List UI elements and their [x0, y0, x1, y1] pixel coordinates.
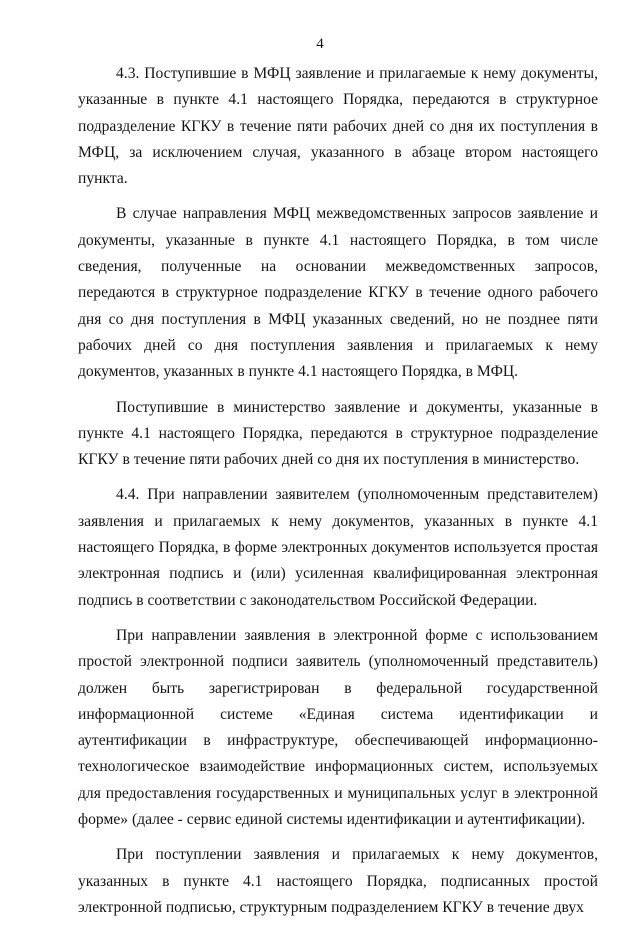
page-number: 4	[316, 36, 324, 52]
paragraph-simple-electronic-signature: При направлении заявления в электронной форме с использованием простой электронной подписи заявитель (уполномоченный представитель) должен быть зарегистрирован в федеральной государственной информационной системе «Единая система идентификации и аутентификации в инфраструктуре, обеспечивающей информационно-технологическое взаимодействие информационных систем, используемых для предоставления государственных и муниципальных услуг в электронной форме» (далее - сервис единой системы идентификации и аутентификации).	[78, 626, 598, 829]
paragraph-mfc-interagency-requests: В случае направления МФЦ межведомственных запросов заявление и документы, указанные в пункте 4.1 настоящего Порядка, в том числе сведения, полученные на основании межведомственных запросов, передаются в структурное подразделение КГКУ в течение одного рабочего дня со дня поступления в МФЦ указанных сведений, но не позднее пяти рабочих дней со дня поступления заявления и прилагаемых к нему документов, указанных в пункте 4.1 настоящего Порядка, в МФЦ.	[78, 205, 598, 381]
paragraph-4-3: 4.3. Поступившие в МФЦ заявление и прилагаемые к нему документы, указанные в пункте 4.1 настоящего Порядка, передаются в структурное подразделение КГКУ в течение пяти рабочих дней со дня их поступления в МФЦ, за исключением случая, указанного в абзаце втором настоящего пункта.	[78, 65, 598, 188]
paragraph-signed-documents-receipt: При поступлении заявления и прилагаемых к нему документов, указанных в пункте 4.1 настоящего Порядка, подписанных простой электронной подписью, структурным подразделением КГКУ в течение двух	[78, 846, 598, 916]
paragraph-4-4: 4.4. При направлении заявителем (уполномоченным представителем) заявления и прилагаемых к нему документов, указанных в пункте 4.1 настоящего Порядка, в форме электронных документов используется простая электронная подпись и (или) усиленная квалифицированная электронная подпись в соответствии с законодательством Российской Федерации.	[78, 486, 598, 609]
document-body	[78, 61, 598, 930]
paragraph-ministry-documents: Поступившие в министерство заявление и документы, указанные в пункте 4.1 настоящего Порядка, передаются в структурное подразделение КГКУ в течение пяти рабочих дней со дня их поступления в министерство.	[78, 398, 598, 469]
